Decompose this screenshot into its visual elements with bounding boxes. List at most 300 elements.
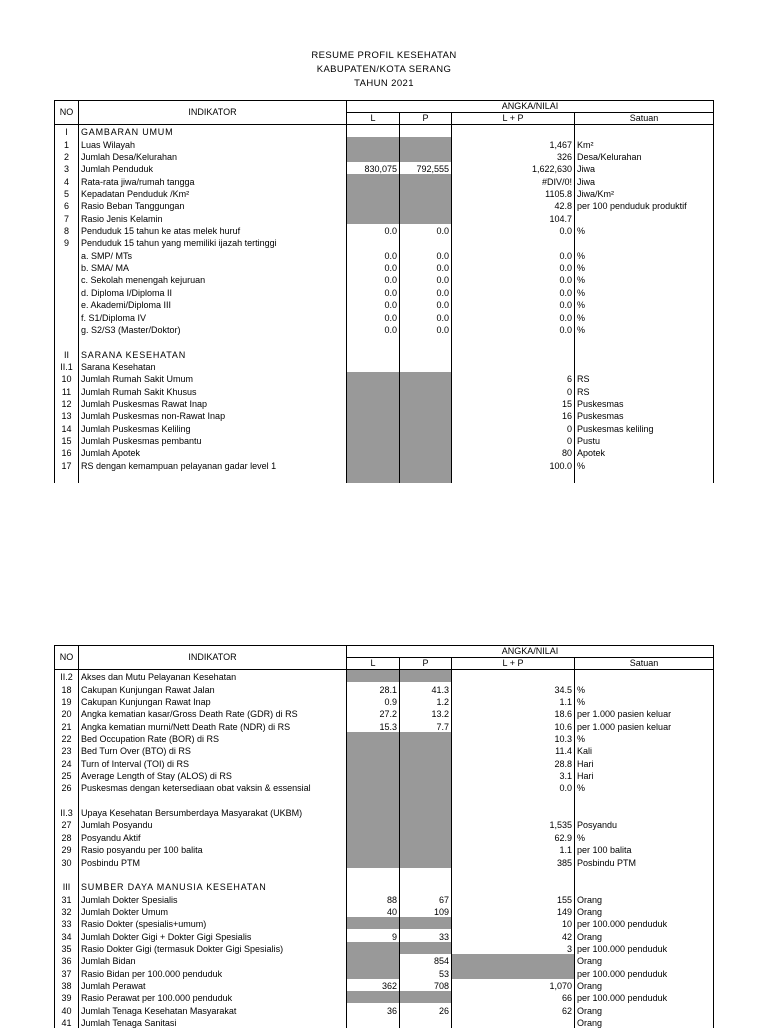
value-lp — [452, 347, 575, 359]
table-row — [55, 942, 714, 954]
indicator-name: Rasio Bidan per 100.000 penduduk — [79, 966, 347, 978]
row-number: 35 — [55, 942, 79, 954]
value-l — [347, 818, 400, 830]
value-p — [400, 991, 452, 1003]
table-row — [55, 719, 714, 731]
value-l: 0.0 — [347, 323, 400, 335]
row-number: 28 — [55, 830, 79, 842]
value-p: 13.2 — [400, 707, 452, 719]
value-p: 26 — [400, 1003, 452, 1015]
unit — [575, 347, 714, 359]
unit: Orang — [575, 979, 714, 991]
value-l: 27.2 — [347, 707, 400, 719]
unit: % — [575, 830, 714, 842]
unit: % — [575, 285, 714, 297]
value-l — [347, 942, 400, 954]
unit: % — [575, 781, 714, 793]
table-row — [55, 966, 714, 978]
unit — [575, 880, 714, 892]
unit: % — [575, 323, 714, 335]
value-p: 41.3 — [400, 682, 452, 694]
value-p — [400, 174, 452, 186]
unit: per 100 penduduk produktif — [575, 199, 714, 211]
table-row — [55, 843, 714, 855]
table-row — [55, 199, 714, 211]
value-lp: 10.3 — [452, 732, 575, 744]
unit — [575, 471, 714, 483]
value-p — [400, 397, 452, 409]
table-row — [55, 707, 714, 719]
indicator-name: f. S1/Diploma IV — [79, 310, 347, 322]
value-l — [347, 855, 400, 867]
unit: % — [575, 261, 714, 273]
row-number: 21 — [55, 719, 79, 731]
value-l: 9 — [347, 929, 400, 941]
indicator-name: Sarana Kesehatan — [79, 360, 347, 372]
value-p — [400, 458, 452, 470]
value-p — [400, 434, 452, 446]
value-lp — [452, 125, 575, 138]
value-p — [400, 384, 452, 396]
table-row — [55, 162, 714, 174]
table-row — [55, 409, 714, 421]
value-l — [347, 199, 400, 211]
unit: per 100.000 penduduk — [575, 942, 714, 954]
header-lp: L + P — [452, 113, 575, 125]
value-p: 0.0 — [400, 273, 452, 285]
doc-subtitle-year: TAHUN 2021 — [354, 78, 414, 89]
row-number: 9 — [55, 236, 79, 248]
value-p — [400, 781, 452, 793]
value-p — [400, 335, 452, 347]
table-row — [55, 682, 714, 694]
unit: Orang — [575, 1003, 714, 1015]
value-lp — [452, 806, 575, 818]
table-row — [55, 421, 714, 433]
indicator-name: Rasio posyandu per 100 balita — [79, 843, 347, 855]
table-row — [55, 261, 714, 273]
header-lp: L + P — [452, 658, 575, 670]
unit: per 100.000 penduduk — [575, 991, 714, 1003]
table-row — [55, 323, 714, 335]
indicator-name: Jumlah Puskesmas pembantu — [79, 434, 347, 446]
indicator-name: SUMBER DAYA MANUSIA KESEHATAN — [79, 880, 347, 892]
value-p — [400, 855, 452, 867]
unit: Desa/Kelurahan — [575, 150, 714, 162]
indicator-name: Kepadatan Penduduk /Km² — [79, 187, 347, 199]
value-l: 830,075 — [347, 162, 400, 174]
unit: % — [575, 248, 714, 260]
doc-title: RESUME PROFIL KESEHATAN — [311, 50, 457, 61]
row-number: 22 — [55, 732, 79, 744]
value-p — [400, 211, 452, 223]
value-lp — [452, 868, 575, 880]
unit: Km² — [575, 137, 714, 149]
row-number: 26 — [55, 781, 79, 793]
value-l — [347, 744, 400, 756]
row-number: 1 — [55, 137, 79, 149]
row-number: 30 — [55, 855, 79, 867]
value-l — [347, 471, 400, 483]
value-p: 0.0 — [400, 323, 452, 335]
row-number: 40 — [55, 1003, 79, 1015]
indicator-name: Jumlah Apotek — [79, 446, 347, 458]
indicator-name: Average Length of Stay (ALOS) di RS — [79, 769, 347, 781]
unit: per 1.000 pasien keluar — [575, 719, 714, 731]
unit: Jiwa/Km² — [575, 187, 714, 199]
table-row — [55, 224, 714, 236]
unit: % — [575, 695, 714, 707]
unit: Hari — [575, 769, 714, 781]
row-number: 14 — [55, 421, 79, 433]
indicator-name: Penduduk 15 tahun yang memiliki ijazah tertinggi — [79, 236, 347, 248]
table-row — [55, 1003, 714, 1015]
value-lp — [452, 360, 575, 372]
row-number: 17 — [55, 458, 79, 470]
unit: Orang — [575, 892, 714, 904]
unit: Puskesmas keliling — [575, 421, 714, 433]
unit — [575, 211, 714, 223]
row-number: 2 — [55, 150, 79, 162]
value-l — [347, 917, 400, 929]
value-l — [347, 211, 400, 223]
unit: per 1.000 pasien keluar — [575, 707, 714, 719]
row-number — [55, 248, 79, 260]
value-lp: 42 — [452, 929, 575, 941]
table-row — [55, 793, 714, 805]
value-l — [347, 372, 400, 384]
value-lp: 1,622,630 — [452, 162, 575, 174]
table-row — [55, 929, 714, 941]
row-number — [55, 261, 79, 273]
value-l: 0.9 — [347, 695, 400, 707]
indicator-name: Jumlah Penduduk — [79, 162, 347, 174]
table-row — [55, 248, 714, 260]
row-number: 18 — [55, 682, 79, 694]
value-l — [347, 384, 400, 396]
row-number: II.2 — [55, 670, 79, 683]
value-p — [400, 670, 452, 683]
unit: Hari — [575, 756, 714, 768]
indicator-name — [79, 793, 347, 805]
header-no: NO — [55, 646, 79, 670]
value-lp: 155 — [452, 892, 575, 904]
value-l: 0.0 — [347, 224, 400, 236]
unit: Puskesmas — [575, 397, 714, 409]
unit — [575, 335, 714, 347]
indicator-name: Jumlah Dokter Gigi + Dokter Gigi Spesialis — [79, 929, 347, 941]
header-indikator: INDIKATOR — [79, 646, 347, 670]
value-lp: 0 — [452, 434, 575, 446]
value-p — [400, 942, 452, 954]
value-p — [400, 421, 452, 433]
value-p — [400, 732, 452, 744]
row-number — [55, 273, 79, 285]
unit: Orang — [575, 954, 714, 966]
header-satuan: Satuan — [575, 113, 714, 125]
value-p — [400, 199, 452, 211]
indicator-name: Turn of Interval (TOI) di RS — [79, 756, 347, 768]
table-row — [55, 818, 714, 830]
table-row — [55, 310, 714, 322]
value-p — [400, 372, 452, 384]
value-lp: 62.9 — [452, 830, 575, 842]
indicator-name: GAMBARAN UMUM — [79, 125, 347, 138]
value-l: 0.0 — [347, 261, 400, 273]
value-p — [400, 1016, 452, 1028]
value-p: 67 — [400, 892, 452, 904]
value-p — [400, 793, 452, 805]
row-number: 24 — [55, 756, 79, 768]
row-number — [55, 868, 79, 880]
value-l: 40 — [347, 905, 400, 917]
value-lp: 0.0 — [452, 273, 575, 285]
table-row — [55, 855, 714, 867]
indicator-name — [79, 335, 347, 347]
unit — [575, 125, 714, 138]
value-l — [347, 793, 400, 805]
row-number: 13 — [55, 409, 79, 421]
value-lp: 0 — [452, 421, 575, 433]
table-row — [55, 372, 714, 384]
unit: Orang — [575, 905, 714, 917]
indicator-table-1 — [54, 100, 714, 483]
indicator-name: Rasio Beban Tanggungan — [79, 199, 347, 211]
row-number — [55, 471, 79, 483]
table-row — [55, 347, 714, 359]
unit — [575, 806, 714, 818]
value-p: 0.0 — [400, 248, 452, 260]
value-lp: 62 — [452, 1003, 575, 1015]
value-l — [347, 187, 400, 199]
value-p — [400, 769, 452, 781]
header-no: NO — [55, 101, 79, 125]
table-row — [55, 397, 714, 409]
value-l — [347, 670, 400, 683]
value-l — [347, 769, 400, 781]
value-lp — [452, 236, 575, 248]
value-p — [400, 756, 452, 768]
row-number — [55, 298, 79, 310]
value-p: 854 — [400, 954, 452, 966]
value-p — [400, 830, 452, 842]
table-row — [55, 211, 714, 223]
value-lp: 6 — [452, 372, 575, 384]
table-row — [55, 174, 714, 186]
indicator-name: Jumlah Posyandu — [79, 818, 347, 830]
indicator-name: Bed Occupation Rate (BOR) di RS — [79, 732, 347, 744]
value-p — [400, 347, 452, 359]
row-number: II.3 — [55, 806, 79, 818]
row-number: 39 — [55, 991, 79, 1003]
unit — [575, 793, 714, 805]
value-lp: 11.4 — [452, 744, 575, 756]
value-p: 0.0 — [400, 285, 452, 297]
indicator-name: Jumlah Rumah Sakit Umum — [79, 372, 347, 384]
unit: % — [575, 458, 714, 470]
value-lp: 0.0 — [452, 261, 575, 273]
table-row — [55, 979, 714, 991]
unit: Posyandu — [575, 818, 714, 830]
row-number: 6 — [55, 199, 79, 211]
table-row — [55, 732, 714, 744]
unit — [575, 670, 714, 683]
row-number: 8 — [55, 224, 79, 236]
value-l — [347, 397, 400, 409]
row-number: 20 — [55, 707, 79, 719]
table-row — [55, 446, 714, 458]
row-number: 34 — [55, 929, 79, 941]
value-l — [347, 409, 400, 421]
unit: RS — [575, 372, 714, 384]
value-lp — [452, 880, 575, 892]
indicator-name: Upaya Kesehatan Bersumberdaya Masyarakat (UKBM) — [79, 806, 347, 818]
row-number: 41 — [55, 1016, 79, 1028]
value-l — [347, 434, 400, 446]
value-lp: 42.8 — [452, 199, 575, 211]
value-p: 1.2 — [400, 695, 452, 707]
value-l — [347, 150, 400, 162]
header-p: P — [400, 113, 452, 125]
value-p — [400, 360, 452, 372]
value-lp: 0.0 — [452, 224, 575, 236]
row-number: III — [55, 880, 79, 892]
value-l — [347, 137, 400, 149]
value-l: 36 — [347, 1003, 400, 1015]
value-l: 28.1 — [347, 682, 400, 694]
value-l — [347, 335, 400, 347]
value-l: 0.0 — [347, 285, 400, 297]
row-number: 38 — [55, 979, 79, 991]
value-lp: 1.1 — [452, 843, 575, 855]
value-p: 7.7 — [400, 719, 452, 731]
indicator-name: Rasio Perawat per 100.000 penduduk — [79, 991, 347, 1003]
indicator-name: Jumlah Rumah Sakit Khusus — [79, 384, 347, 396]
table-row — [55, 360, 714, 372]
value-l: 0.0 — [347, 310, 400, 322]
value-l — [347, 174, 400, 186]
value-lp: 3.1 — [452, 769, 575, 781]
value-lp: 0 — [452, 384, 575, 396]
value-l — [347, 806, 400, 818]
indicator-name: Jumlah Dokter Spesialis — [79, 892, 347, 904]
value-lp: 18.6 — [452, 707, 575, 719]
table-row — [55, 868, 714, 880]
value-l: 0.0 — [347, 248, 400, 260]
value-p: 0.0 — [400, 298, 452, 310]
table-row — [55, 471, 714, 483]
table-row — [55, 905, 714, 917]
value-lp — [452, 966, 575, 978]
row-number: 27 — [55, 818, 79, 830]
value-l: 362 — [347, 979, 400, 991]
row-number: 33 — [55, 917, 79, 929]
table-row — [55, 954, 714, 966]
value-l — [347, 125, 400, 138]
value-l — [347, 830, 400, 842]
value-l — [347, 446, 400, 458]
row-number: 16 — [55, 446, 79, 458]
value-lp: 66 — [452, 991, 575, 1003]
value-l — [347, 756, 400, 768]
value-lp — [452, 471, 575, 483]
value-p — [400, 137, 452, 149]
indicator-name: Bed Turn Over (BTO) di RS — [79, 744, 347, 756]
value-lp — [452, 954, 575, 966]
value-lp: 0.0 — [452, 781, 575, 793]
table-row — [55, 1016, 714, 1028]
value-lp: 149 — [452, 905, 575, 917]
unit: Kali — [575, 744, 714, 756]
value-lp: 104.7 — [452, 211, 575, 223]
value-p — [400, 409, 452, 421]
value-p — [400, 917, 452, 929]
indicator-name: Rata-rata jiwa/rumah tangga — [79, 174, 347, 186]
value-lp — [452, 793, 575, 805]
unit: % — [575, 224, 714, 236]
indicator-name: Posbindu PTM — [79, 855, 347, 867]
row-number — [55, 310, 79, 322]
value-p: 792,555 — [400, 162, 452, 174]
indicator-name: Jumlah Tenaga Kesehatan Masyarakat — [79, 1003, 347, 1015]
value-p: 0.0 — [400, 310, 452, 322]
indicator-name: Jumlah Puskesmas non-Rawat Inap — [79, 409, 347, 421]
table-row — [55, 187, 714, 199]
unit: Jiwa — [575, 162, 714, 174]
value-p — [400, 806, 452, 818]
value-l — [347, 880, 400, 892]
indicator-name: e. Akademi/Diploma III — [79, 298, 347, 310]
value-p — [400, 446, 452, 458]
value-lp: 100.0 — [452, 458, 575, 470]
table-row — [55, 150, 714, 162]
value-p — [400, 187, 452, 199]
table-row — [55, 880, 714, 892]
value-lp: 0.0 — [452, 323, 575, 335]
value-lp: 1105.8 — [452, 187, 575, 199]
table-row — [55, 137, 714, 149]
value-lp: 0.0 — [452, 285, 575, 297]
unit: Pustu — [575, 434, 714, 446]
table-row — [55, 384, 714, 396]
value-lp: 1,535 — [452, 818, 575, 830]
row-number: 37 — [55, 966, 79, 978]
value-p — [400, 744, 452, 756]
table-row — [55, 335, 714, 347]
row-number: 23 — [55, 744, 79, 756]
value-p: 53 — [400, 966, 452, 978]
row-number — [55, 793, 79, 805]
value-lp: 10 — [452, 917, 575, 929]
value-l — [347, 421, 400, 433]
value-p — [400, 818, 452, 830]
unit: Apotek — [575, 446, 714, 458]
unit: Orang — [575, 1016, 714, 1028]
indicator-table-2 — [54, 645, 714, 1028]
header-angka-nilai: ANGKA/NILAI — [347, 101, 714, 113]
value-l — [347, 991, 400, 1003]
header-l: L — [347, 113, 400, 125]
indicator-name: a. SMP/ MTs — [79, 248, 347, 260]
value-l — [347, 843, 400, 855]
value-lp: 1,467 — [452, 137, 575, 149]
row-number: 3 — [55, 162, 79, 174]
indicator-name: SARANA KESEHATAN — [79, 347, 347, 359]
table-row — [55, 991, 714, 1003]
value-p — [400, 125, 452, 138]
value-p — [400, 843, 452, 855]
header-angka-nilai: ANGKA/NILAI — [347, 646, 714, 658]
